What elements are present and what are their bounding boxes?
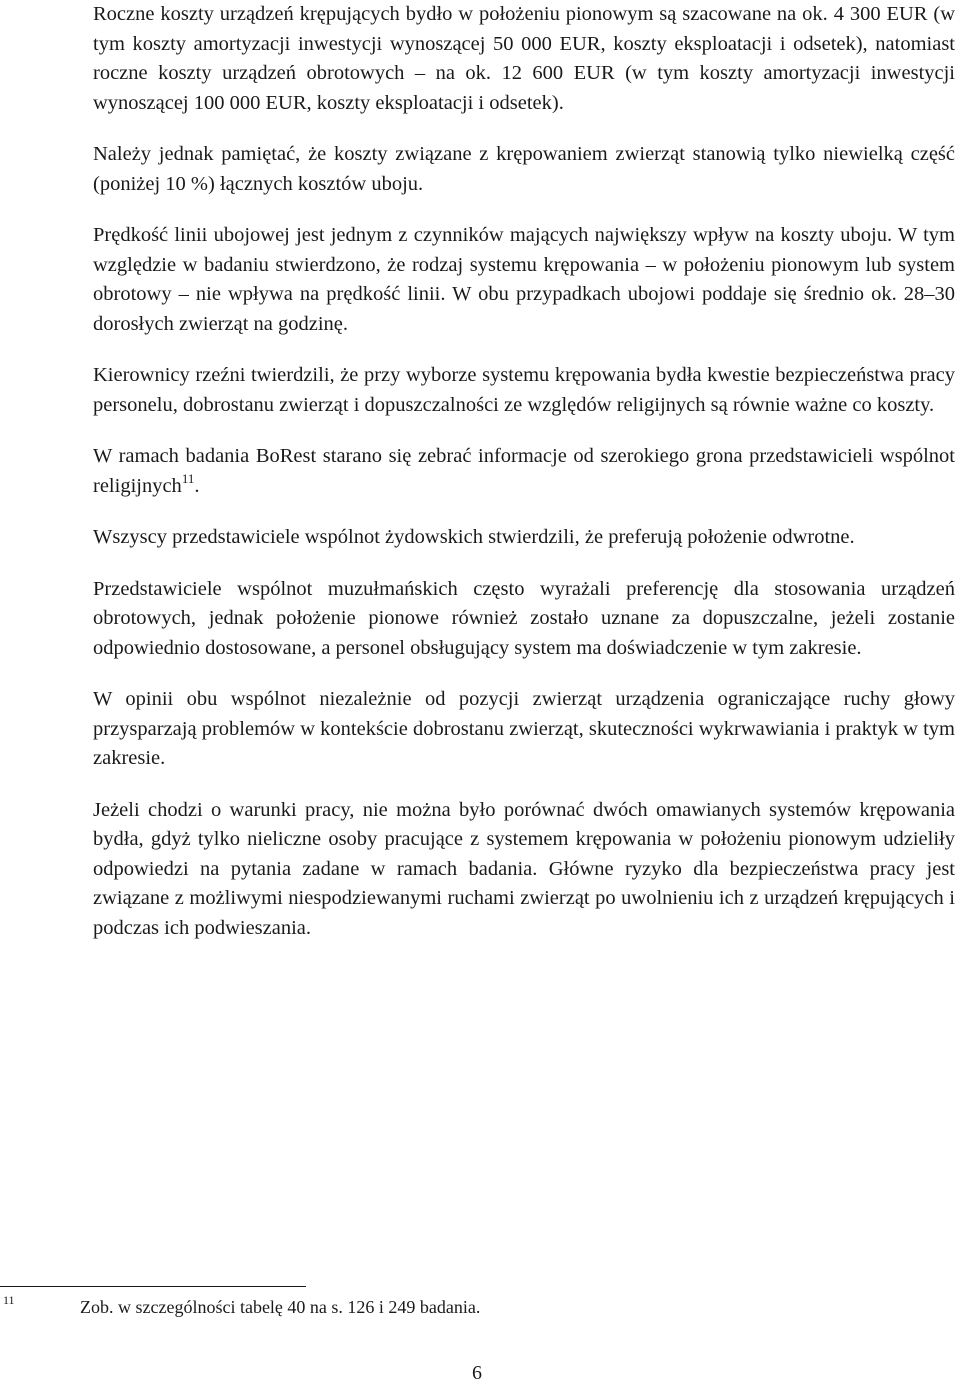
paragraph-managers: Kierownicy rzeźni twierdzili, że przy wyborze systemu krępowania bydła kwestie bezpieczeństwa pracy personelu, dobrostanu zwierząt i dopuszczalności ze względów religijnych są równie ważne co koszty. (93, 364, 955, 416)
footnote-number: 11 (3, 1293, 15, 1307)
paragraph-muslim: Przedstawiciele wspólnot muzułmańskich często wyrażali preferencję dla stosowania urządzeń obrotowych, jednak położenie pionowe również zostało uznane za dopuszczalne, jeżeli zostanie odpowiednio dostosowane, a personel obsługujący system ma doświadczenie w tym zakresie. (93, 577, 955, 659)
paragraph-cost-share: Należy jednak pamiętać, że koszty związane z krępowaniem zwierząt stanowią tylko niewielką część (poniżej 10 %) łącznych kosztów uboju. (93, 143, 955, 195)
paragraph-head-restraint: W opinii obu wspólnot niezależnie od pozycji zwierząt urządzenia ograniczające ruchy głowy przysparzają problemów w kontekście dobrostanu zwierząt, skuteczności wykrwawiania i praktyk w tym zakresie. (93, 688, 955, 769)
paragraph-working-conditions: Jeżeli chodzi o warunki pracy, nie można było porównać dwóch omawianych systemów krępowania bydła, gdyż tylko nieliczne osoby pracujące z systemem krępowania w położeniu pionowym udzieliły odpowiedzi na pytania zadane w ramach badania. Główne ryzyko dla bezpieczeństwa pracy jest związane z możliwymi niespodziewanymi ruchami zwierząt po uwolnieniu ich z urządzeń krępujących i podczas ich podwieszania. (93, 798, 955, 939)
paragraph-borest (93, 442, 955, 501)
paragraph-borest-text: W ramach badania BoRest starano się zebrać informacje od szerokiego grona przedstawicieli wspólnot religijnych (93, 445, 955, 497)
footnote-reference[interactable]: 11 (181, 470, 195, 486)
paragraph-borest-tail: . (194, 474, 200, 497)
body-text (93, 0, 955, 965)
footnote-text: Zob. w szczególności tabelę 40 na s. 126 i 249 badania. (80, 1297, 481, 1317)
paragraph-costs: Roczne koszty urządzeń krępujących bydło w położeniu pionowym są szacowane na ok. 4 300 EUR (w tym koszty amortyzacji inwestycji wynoszącej 50 000 EUR, koszty eksploatacji i odsetek), natomiast roczne koszty urządzeń obrotowych – na ok. 12 600 EUR (w tym koszty amortyzacji inwestycji wynoszącej 100 000 EUR, koszty eksploatacji i odsetek). (93, 3, 955, 114)
footnote-divider (0, 1286, 306, 1287)
paragraph-line-speed: Prędkość linii ubojowej jest jednym z czynników mających największy wpływ na koszty uboju. W tym względzie w badaniu stwierdzono, że rodzaj systemu krępowania – w położeniu pionowym lub system obrotowy – nie wpływa na prędkość linii. W obu przypadkach ubojowi poddaje się średnio ok. 28–30 dorosłych zwierząt na godzinę. (93, 224, 955, 335)
paragraph-jewish: Wszyscy przedstawiciele wspólnot żydowskich stwierdzili, że preferują położenie odwrotne. (93, 526, 855, 548)
page-number: 6 (472, 1362, 482, 1384)
